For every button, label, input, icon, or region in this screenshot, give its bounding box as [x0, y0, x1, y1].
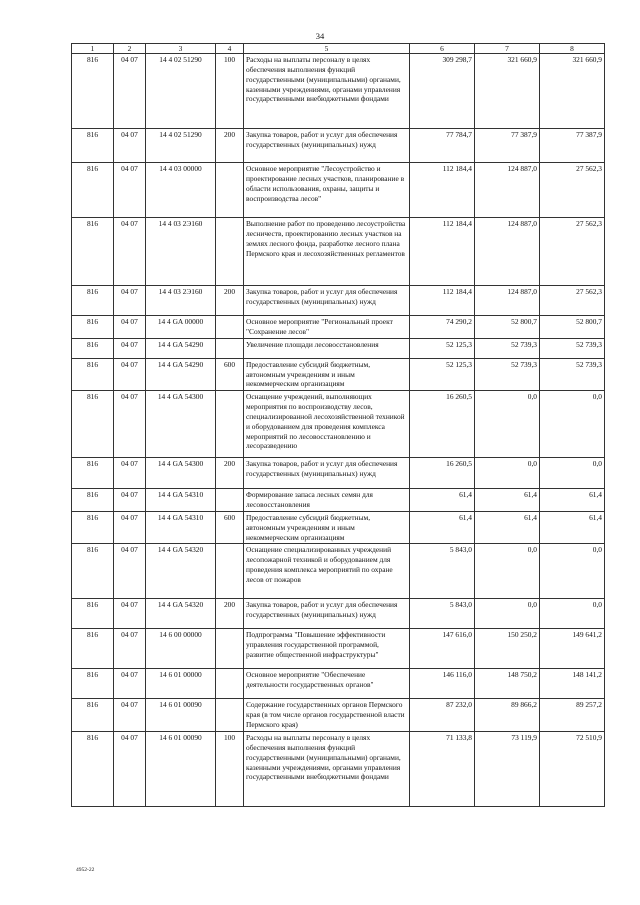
admin-code-cell: 816 — [72, 669, 114, 699]
page-number: 34 — [315, 31, 325, 41]
target-article-cell: 14 4 GA 00000 — [146, 316, 216, 339]
target-article-cell: 14 4 GA 54300 — [146, 458, 216, 489]
amount-cell: 0,0 — [475, 391, 540, 458]
table-row — [72, 338, 605, 358]
table-row — [72, 731, 605, 806]
description-cell: Основное мероприятие "Обеспечение деятельности государственных органов" — [244, 669, 410, 699]
footer-code: 4952-22 — [76, 867, 95, 873]
amount-cell: 0,0 — [475, 458, 540, 489]
amount-cell: 321 660,9 — [540, 54, 605, 129]
amount-cell: 52 739,3 — [540, 358, 605, 391]
admin-code-cell: 816 — [72, 629, 114, 669]
amount-cell: 150 250,2 — [475, 629, 540, 669]
amount-cell: 16 260,5 — [410, 458, 475, 489]
target-article-cell: 14 4 03 2Э160 — [146, 286, 216, 316]
table-row — [72, 286, 605, 316]
target-article-cell: 14 4 02 51290 — [146, 54, 216, 129]
admin-code-cell: 816 — [72, 699, 114, 732]
expense-type-cell — [216, 544, 244, 599]
amount-cell: 148 750,2 — [475, 669, 540, 699]
amount-cell: 124 887,0 — [475, 286, 540, 316]
column-header: 2 — [114, 44, 146, 54]
admin-code-cell: 816 — [72, 489, 114, 512]
target-article-cell: 14 4 03 00000 — [146, 163, 216, 218]
target-article-cell: 14 4 GA 54310 — [146, 511, 216, 544]
amount-cell: 61,4 — [540, 511, 605, 544]
expense-type-cell — [216, 629, 244, 669]
column-header: 3 — [146, 44, 216, 54]
amount-cell: 61,4 — [410, 511, 475, 544]
column-header: 7 — [475, 44, 540, 54]
description-cell: Расходы на выплаты персоналу в целях обеспечения выполнения функций государственными (муниципальными) органами, казенными учреждениями, органами управления государственными внебюджетными фондами — [244, 731, 410, 806]
column-header: 4 — [216, 44, 244, 54]
description-cell: Основное мероприятие "Лесоустройство и проектирование лесных участков, планирование в области использования, охраны, защиты и воспроизводства лесов" — [244, 163, 410, 218]
target-article-cell: 14 6 01 00090 — [146, 731, 216, 806]
amount-cell: 112 184,4 — [410, 286, 475, 316]
admin-code-cell: 816 — [72, 163, 114, 218]
table-row — [72, 629, 605, 669]
description-cell: Подпрограмма "Повышение эффективности управления государственной программой, развитие общественной инфраструктуры" — [244, 629, 410, 669]
amount-cell: 124 887,0 — [475, 218, 540, 286]
table-row — [72, 511, 605, 544]
target-article-cell: 14 4 GA 54290 — [146, 338, 216, 358]
target-article-cell: 14 6 00 00000 — [146, 629, 216, 669]
table-row — [72, 218, 605, 286]
admin-code-cell: 816 — [72, 218, 114, 286]
section-code-cell: 04 07 — [114, 338, 146, 358]
amount-cell: 74 290,2 — [410, 316, 475, 339]
section-code-cell: 04 07 — [114, 54, 146, 129]
amount-cell: 309 298,7 — [410, 54, 475, 129]
amount-cell: 27 562,3 — [540, 218, 605, 286]
section-code-cell: 04 07 — [114, 599, 146, 629]
column-header: 8 — [540, 44, 605, 54]
admin-code-cell: 816 — [72, 731, 114, 806]
description-cell: Закупка товаров, работ и услуг для обеспечения государственных (муниципальных) нужд — [244, 599, 410, 629]
expense-type-cell — [216, 338, 244, 358]
target-article-cell: 14 6 01 00090 — [146, 699, 216, 732]
table-row — [72, 358, 605, 391]
section-code-cell: 04 07 — [114, 129, 146, 163]
amount-cell: 149 641,2 — [540, 629, 605, 669]
description-cell: Закупка товаров, работ и услуг для обеспечения государственных (муниципальных) нужд — [244, 458, 410, 489]
amount-cell: 52 125,3 — [410, 338, 475, 358]
expense-type-cell — [216, 391, 244, 458]
description-cell: Увеличение площади лесовосстановления — [244, 338, 410, 358]
section-code-cell: 04 07 — [114, 669, 146, 699]
table-row — [72, 163, 605, 218]
target-article-cell: 14 4 03 2Э160 — [146, 218, 216, 286]
expense-type-cell: 600 — [216, 511, 244, 544]
admin-code-cell: 816 — [72, 338, 114, 358]
table-row — [72, 699, 605, 732]
admin-code-cell: 816 — [72, 599, 114, 629]
amount-cell: 27 562,3 — [540, 163, 605, 218]
section-code-cell: 04 07 — [114, 489, 146, 512]
amount-cell: 72 510,9 — [540, 731, 605, 806]
target-article-cell: 14 4 GA 54320 — [146, 599, 216, 629]
column-header: 6 — [410, 44, 475, 54]
section-code-cell: 04 07 — [114, 316, 146, 339]
amount-cell: 0,0 — [540, 458, 605, 489]
expense-type-cell — [216, 699, 244, 732]
amount-cell: 77 387,9 — [540, 129, 605, 163]
amount-cell: 0,0 — [475, 544, 540, 599]
amount-cell: 5 843,0 — [410, 599, 475, 629]
description-cell: Предоставление субсидий бюджетным, автономным учреждениям и иным некоммерческим организациям — [244, 358, 410, 391]
section-code-cell: 04 07 — [114, 286, 146, 316]
admin-code-cell: 816 — [72, 129, 114, 163]
description-cell: Оснащение учреждений, выполняющих мероприятия по воспроизводству лесов, специализированной лесохозяйственной техникой и оборудованием для проведения комплекса мероприятий по лесовосстановлению и лесоразведению — [244, 391, 410, 458]
amount-cell: 52 739,3 — [475, 358, 540, 391]
admin-code-cell: 816 — [72, 358, 114, 391]
amount-cell: 61,4 — [410, 489, 475, 512]
amount-cell: 0,0 — [540, 544, 605, 599]
admin-code-cell: 816 — [72, 54, 114, 129]
amount-cell: 321 660,9 — [475, 54, 540, 129]
table-row — [72, 489, 605, 512]
expense-type-cell: 100 — [216, 54, 244, 129]
amount-cell: 5 843,0 — [410, 544, 475, 599]
section-code-cell: 04 07 — [114, 218, 146, 286]
table-row — [72, 669, 605, 699]
description-cell: Основное мероприятие "Региональный проект "Сохранение лесов" — [244, 316, 410, 339]
amount-cell: 89 257,2 — [540, 699, 605, 732]
admin-code-cell: 816 — [72, 511, 114, 544]
amount-cell: 112 184,4 — [410, 163, 475, 218]
section-code-cell: 04 07 — [114, 629, 146, 669]
section-code-cell: 04 07 — [114, 544, 146, 599]
amount-cell: 52 739,3 — [540, 338, 605, 358]
amount-cell: 124 887,0 — [475, 163, 540, 218]
amount-cell: 52 125,3 — [410, 358, 475, 391]
expense-type-cell — [216, 489, 244, 512]
amount-cell: 147 616,0 — [410, 629, 475, 669]
expense-type-cell — [216, 669, 244, 699]
table-row — [72, 544, 605, 599]
amount-cell: 148 141,2 — [540, 669, 605, 699]
amount-cell: 0,0 — [540, 391, 605, 458]
amount-cell: 87 232,0 — [410, 699, 475, 732]
expense-type-cell — [216, 316, 244, 339]
description-cell: Расходы на выплаты персоналу в целях обеспечения выполнения функций государственными (муниципальными) органами, казенными учреждениями, органами управления государственными внебюджетными фондами — [244, 54, 410, 129]
amount-cell: 73 119,9 — [475, 731, 540, 806]
section-code-cell: 04 07 — [114, 458, 146, 489]
expense-type-cell: 200 — [216, 129, 244, 163]
amount-cell: 61,4 — [475, 489, 540, 512]
target-article-cell: 14 4 GA 54320 — [146, 544, 216, 599]
description-cell: Предоставление субсидий бюджетным, автономным учреждениям и иным некоммерческим организациям — [244, 511, 410, 544]
budget-table — [71, 43, 605, 807]
table-row — [72, 458, 605, 489]
amount-cell: 52 800,7 — [475, 316, 540, 339]
target-article-cell: 14 6 01 00000 — [146, 669, 216, 699]
amount-cell: 71 133,8 — [410, 731, 475, 806]
amount-cell: 77 387,9 — [475, 129, 540, 163]
amount-cell: 27 562,3 — [540, 286, 605, 316]
admin-code-cell: 816 — [72, 458, 114, 489]
section-code-cell: 04 07 — [114, 391, 146, 458]
section-code-cell: 04 07 — [114, 358, 146, 391]
section-code-cell: 04 07 — [114, 699, 146, 732]
description-cell: Закупка товаров, работ и услуг для обеспечения государственных (муниципальных) нужд — [244, 129, 410, 163]
description-cell: Содержание государственных органов Пермского края (в том числе органов государственной власти Пермского края) — [244, 699, 410, 732]
description-cell: Закупка товаров, работ и услуг для обеспечения государственных (муниципальных) нужд — [244, 286, 410, 316]
amount-cell: 16 260,5 — [410, 391, 475, 458]
section-code-cell: 04 07 — [114, 731, 146, 806]
expense-type-cell: 600 — [216, 358, 244, 391]
admin-code-cell: 816 — [72, 544, 114, 599]
amount-cell: 77 784,7 — [410, 129, 475, 163]
amount-cell: 61,4 — [540, 489, 605, 512]
amount-cell: 146 116,0 — [410, 669, 475, 699]
amount-cell: 61,4 — [475, 511, 540, 544]
amount-cell: 0,0 — [540, 599, 605, 629]
amount-cell: 112 184,4 — [410, 218, 475, 286]
expense-type-cell: 200 — [216, 599, 244, 629]
expense-type-cell: 200 — [216, 286, 244, 316]
header-row — [72, 44, 605, 54]
table-row — [72, 54, 605, 129]
description-cell: Формирование запаса лесных семян для лесовосстановления — [244, 489, 410, 512]
section-code-cell: 04 07 — [114, 511, 146, 544]
admin-code-cell: 816 — [72, 286, 114, 316]
expense-type-cell — [216, 218, 244, 286]
expense-type-cell — [216, 163, 244, 218]
description-cell: Выполнение работ по проведению лесоустройства лесничеств, проектированию лесных участков на землях лесного фонда, разработке лесного плана Пермского края и лесохозяйственных регламентов — [244, 218, 410, 286]
admin-code-cell: 816 — [72, 316, 114, 339]
amount-cell: 52 800,7 — [540, 316, 605, 339]
target-article-cell: 14 4 02 51290 — [146, 129, 216, 163]
target-article-cell: 14 4 GA 54290 — [146, 358, 216, 391]
section-code-cell: 04 07 — [114, 163, 146, 218]
table-row — [72, 316, 605, 339]
description-cell: Оснащение специализированных учреждений лесопожарной техникой и оборудованием для проведения комплекса мероприятий по охране лесов от пожаров — [244, 544, 410, 599]
column-header: 1 — [72, 44, 114, 54]
admin-code-cell: 816 — [72, 391, 114, 458]
amount-cell: 52 739,3 — [475, 338, 540, 358]
expense-type-cell: 100 — [216, 731, 244, 806]
table-row — [72, 599, 605, 629]
target-article-cell: 14 4 GA 54300 — [146, 391, 216, 458]
table-row — [72, 129, 605, 163]
table-row — [72, 391, 605, 458]
expense-type-cell: 200 — [216, 458, 244, 489]
amount-cell: 0,0 — [475, 599, 540, 629]
target-article-cell: 14 4 GA 54310 — [146, 489, 216, 512]
column-header: 5 — [244, 44, 410, 54]
amount-cell: 89 866,2 — [475, 699, 540, 732]
